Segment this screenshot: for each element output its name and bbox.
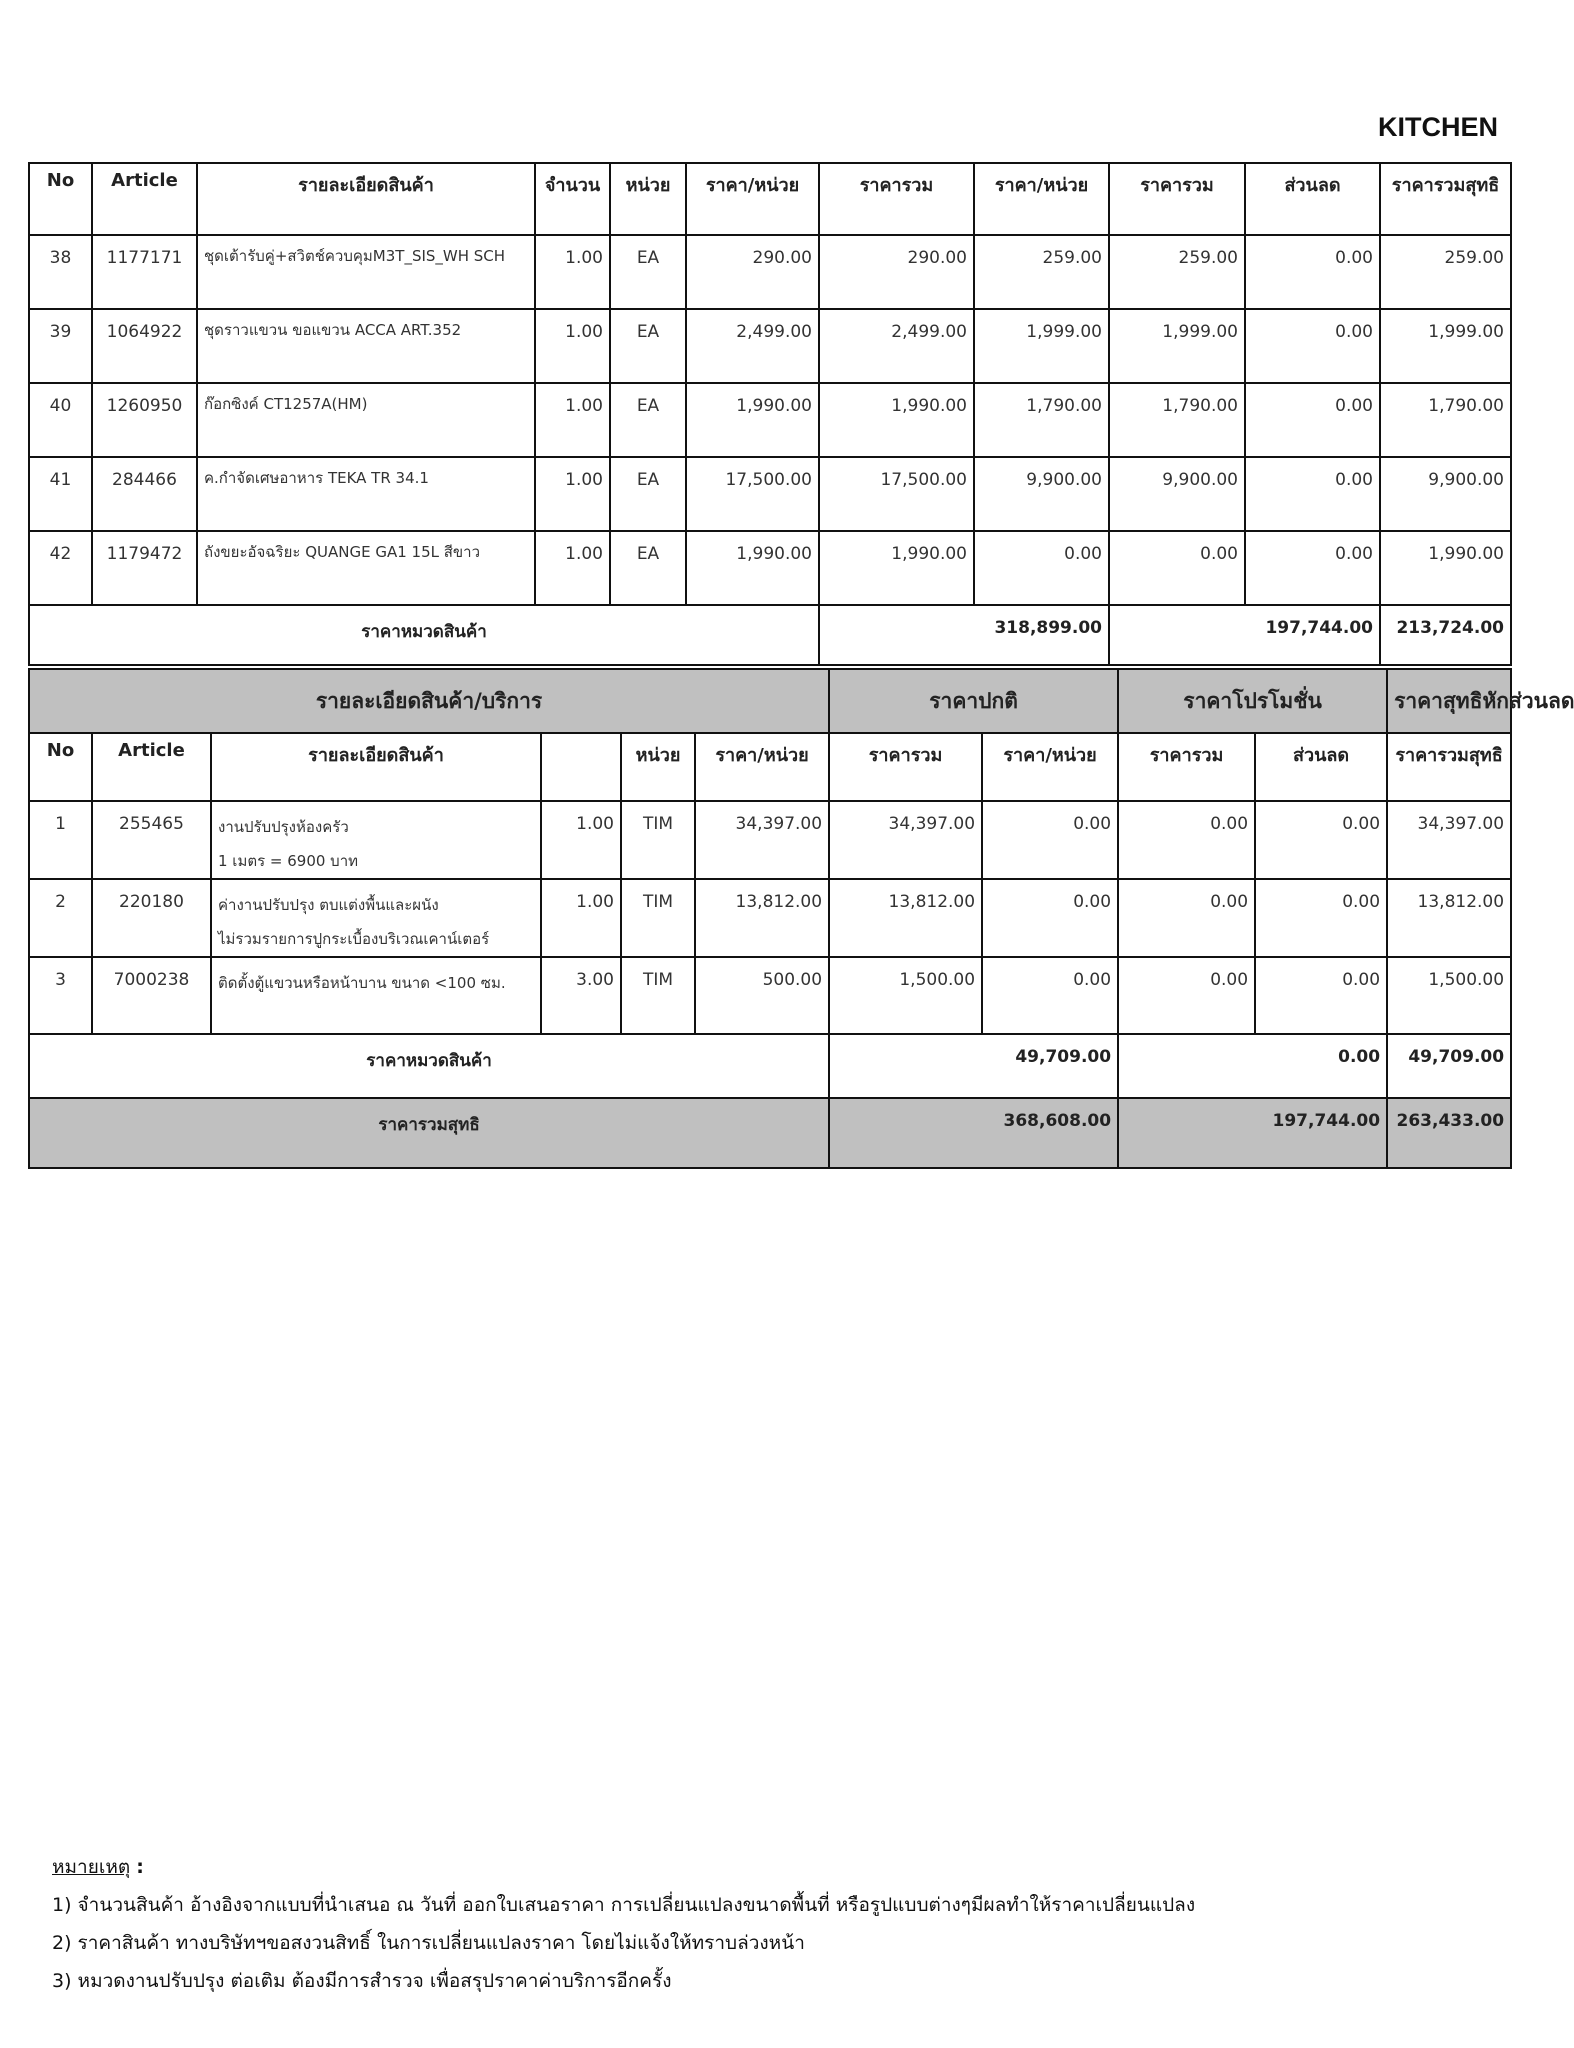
row-unit: EA: [610, 457, 686, 531]
row-unit: EA: [610, 309, 686, 383]
row-unit-price: 1,990.00: [686, 383, 819, 457]
row-promo-total: 0.00: [1109, 531, 1245, 605]
notes-colon: :: [136, 1856, 144, 1878]
grand-total-promo: 197,744.00: [1118, 1098, 1387, 1168]
row-promo-unit-price: 0.00: [974, 531, 1109, 605]
row-description: ก๊อกซิงค์ CT1257A(HM): [197, 383, 535, 457]
row-description: [211, 801, 541, 879]
subtotal-normal: 49,709.00: [829, 1034, 1118, 1098]
row-quantity: 1.00: [535, 309, 610, 383]
row-unit: TIM: [621, 957, 695, 1034]
col-header-unit: หน่วย: [621, 733, 695, 801]
col-header-article: Article: [92, 163, 197, 235]
row-promo-total: 0.00: [1118, 879, 1255, 957]
row-net-total: 259.00: [1380, 235, 1511, 309]
grand-total-label: ราคารวมสุทธิ: [29, 1098, 829, 1168]
notes-section: [52, 1848, 1195, 2000]
row-total: 1,990.00: [819, 383, 974, 457]
row-discount: 0.00: [1245, 235, 1380, 309]
row-quantity: 1.00: [541, 879, 621, 957]
service-table: [28, 668, 1574, 1169]
row-no: 42: [29, 531, 92, 605]
table-header-row: [29, 163, 1511, 235]
subtotal-label: ราคาหมวดสินค้า: [29, 605, 819, 665]
row-discount: 0.00: [1255, 957, 1387, 1034]
row-unit: EA: [610, 383, 686, 457]
row-total: 2,499.00: [819, 309, 974, 383]
row-description-line1: ค่างานปรับปรุง ตบแต่งพื้นและผนัง: [218, 896, 439, 914]
row-article: 1064922: [92, 309, 197, 383]
table-header-row: [29, 733, 1511, 801]
row-discount: 0.00: [1255, 801, 1387, 879]
row-unit-price: 290.00: [686, 235, 819, 309]
note-item: 2) ราคาสินค้า ทางบริษัทฯขอสงวนสิทธิ์ ในการเปลี่ยนแปลงราคา โดยไม่แจ้งให้ทราบล่วงหน้า: [52, 1932, 805, 1954]
section-header-net-price: ราคาสุทธิหักส่วนลด: [1387, 669, 1511, 733]
row-article: 7000238: [92, 957, 211, 1034]
row-total: 290.00: [819, 235, 974, 309]
col-header-article: Article: [92, 733, 211, 801]
row-net-total: 13,812.00: [1387, 879, 1511, 957]
col-header-unit: หน่วย: [610, 163, 686, 235]
row-promo-total: 1,999.00: [1109, 309, 1245, 383]
row-promo-unit-price: 1,790.00: [974, 383, 1109, 457]
row-quantity: 1.00: [541, 801, 621, 879]
page-title: KITCHEN: [1378, 112, 1498, 142]
row-article: 1177171: [92, 235, 197, 309]
col-header-promo-unit-price: ราคา/หน่วย: [982, 733, 1118, 801]
table-row: [29, 879, 1511, 957]
row-total: 17,500.00: [819, 457, 974, 531]
row-description: [211, 879, 541, 957]
col-header-unit-price: ราคา/หน่วย: [686, 163, 819, 235]
table-row: [29, 235, 1511, 309]
col-header-no: No: [29, 733, 92, 801]
row-description-line2: 1 เมตร = 6900 บาท: [218, 852, 359, 870]
table-row: [29, 457, 1511, 531]
row-discount: 0.00: [1245, 383, 1380, 457]
col-header-quantity: [541, 733, 621, 801]
row-article: 220180: [92, 879, 211, 957]
row-no: 2: [29, 879, 92, 957]
row-net-total: 1,790.00: [1380, 383, 1511, 457]
subtotal-label: ราคาหมวดสินค้า: [29, 1034, 829, 1098]
row-article: 284466: [92, 457, 197, 531]
col-header-promo-total: ราคารวม: [1118, 733, 1255, 801]
row-promo-unit-price: 259.00: [974, 235, 1109, 309]
col-header-description: รายละเอียดสินค้า: [211, 733, 541, 801]
col-header-total: ราคารวม: [829, 733, 982, 801]
section-header-row: [29, 669, 1511, 733]
row-unit-price: 1,990.00: [686, 531, 819, 605]
row-no: 39: [29, 309, 92, 383]
row-total: 1,990.00: [819, 531, 974, 605]
row-promo-unit-price: 0.00: [982, 879, 1118, 957]
row-promo-total: 9,900.00: [1109, 457, 1245, 531]
row-net-total: 9,900.00: [1380, 457, 1511, 531]
row-discount: 0.00: [1245, 309, 1380, 383]
row-description-line1: ติดตั้งตู้แขวนหรือหน้าบาน ขนาด <100 ซม.: [218, 974, 506, 992]
grand-total-normal: 368,608.00: [829, 1098, 1118, 1168]
section-header-normal-price: ราคาปกติ: [829, 669, 1118, 733]
row-net-total: 1,999.00: [1380, 309, 1511, 383]
row-description: ชุดเต้ารับคู่+สวิตช์ควบคุมM3T_SIS_WH SCH: [197, 235, 535, 309]
row-promo-total: 0.00: [1118, 957, 1255, 1034]
row-promo-total: 259.00: [1109, 235, 1245, 309]
row-quantity: 1.00: [535, 457, 610, 531]
subtotal-promo: 0.00: [1118, 1034, 1387, 1098]
product-table: [28, 162, 1512, 666]
table-row: [29, 383, 1511, 457]
section-header-promo-price: ราคาโปรโมชั่น: [1118, 669, 1387, 733]
subtotal-normal: 318,899.00: [819, 605, 1109, 665]
row-net-total: 1,500.00: [1387, 957, 1511, 1034]
row-net-total: 34,397.00: [1387, 801, 1511, 879]
row-no: 41: [29, 457, 92, 531]
row-promo-total: 0.00: [1118, 801, 1255, 879]
row-total: 13,812.00: [829, 879, 982, 957]
col-header-quantity: จำนวน: [535, 163, 610, 235]
row-unit-price: 13,812.00: [695, 879, 829, 957]
row-promo-unit-price: 0.00: [982, 957, 1118, 1034]
col-header-discount: ส่วนลด: [1245, 163, 1380, 235]
table-row: [29, 801, 1511, 879]
row-no: 40: [29, 383, 92, 457]
subtotal-net: 49,709.00: [1387, 1034, 1511, 1098]
table-row: [29, 531, 1511, 605]
row-unit-price: 2,499.00: [686, 309, 819, 383]
col-header-net-total: ราคารวมสุทธิ: [1387, 733, 1511, 801]
row-unit: EA: [610, 531, 686, 605]
row-net-total: 1,990.00: [1380, 531, 1511, 605]
row-promo-unit-price: 0.00: [982, 801, 1118, 879]
row-description: ค.กำจัดเศษอาหาร TEKA TR 34.1: [197, 457, 535, 531]
row-article: 255465: [92, 801, 211, 879]
note-item: 1) จำนวนสินค้า อ้างอิงจากแบบที่นำเสนอ ณ วันที่ ออกใบเสนอราคา การเปลี่ยนแปลงขนาดพื้นที่ หรือรูปแบบต่างๆมีผลทำให้ราคาเปลี่ยนแปลง: [52, 1894, 1196, 1916]
col-header-unit-price: ราคา/หน่วย: [695, 733, 829, 801]
subtotal-row: [29, 1034, 1511, 1098]
col-header-promo-total: ราคารวม: [1109, 163, 1245, 235]
row-no: 1: [29, 801, 92, 879]
row-discount: 0.00: [1245, 531, 1380, 605]
row-article: 1179472: [92, 531, 197, 605]
row-quantity: 1.00: [535, 531, 610, 605]
section-header-details: รายละเอียดสินค้า/บริการ: [29, 669, 829, 733]
row-description-line1: งานปรับปรุงห้องครัว: [218, 818, 349, 836]
row-quantity: 1.00: [535, 235, 610, 309]
table-row: [29, 309, 1511, 383]
col-header-no: No: [29, 163, 92, 235]
col-header-promo-unit-price: ราคา/หน่วย: [974, 163, 1109, 235]
col-header-net-total: ราคารวมสุทธิ: [1380, 163, 1511, 235]
row-discount: 0.00: [1245, 457, 1380, 531]
row-description-line2: ไม่รวมรายการปูกระเบื้องบริเวณเคาน์เตอร์: [218, 930, 490, 948]
col-header-total: ราคารวม: [819, 163, 974, 235]
row-no: 38: [29, 235, 92, 309]
row-description: ชุดราวแขวน ขอแขวน ACCA ART.352: [197, 309, 535, 383]
table-row: [29, 957, 1511, 1034]
col-header-description: รายละเอียดสินค้า: [197, 163, 535, 235]
row-description: ถังขยะอัจฉริยะ QUANGE GA1 15L สีขาว: [197, 531, 535, 605]
notes-heading: หมายเหตุ: [52, 1856, 131, 1878]
row-quantity: 3.00: [541, 957, 621, 1034]
row-unit: TIM: [621, 801, 695, 879]
row-description: [211, 957, 541, 1034]
col-header-discount: ส่วนลด: [1255, 733, 1387, 801]
row-unit-price: 34,397.00: [695, 801, 829, 879]
subtotal-net: 213,724.00: [1380, 605, 1511, 665]
grand-total-row: [29, 1098, 1511, 1168]
row-unit: TIM: [621, 879, 695, 957]
grand-total-net: 263,433.00: [1387, 1098, 1511, 1168]
row-no: 3: [29, 957, 92, 1034]
row-total: 1,500.00: [829, 957, 982, 1034]
row-unit-price: 17,500.00: [686, 457, 819, 531]
row-unit-price: 500.00: [695, 957, 829, 1034]
subtotal-row: [29, 605, 1511, 665]
row-total: 34,397.00: [829, 801, 982, 879]
row-promo-unit-price: 1,999.00: [974, 309, 1109, 383]
subtotal-promo: 197,744.00: [1109, 605, 1380, 665]
row-article: 1260950: [92, 383, 197, 457]
row-promo-unit-price: 9,900.00: [974, 457, 1109, 531]
row-discount: 0.00: [1255, 879, 1387, 957]
row-unit: EA: [610, 235, 686, 309]
row-promo-total: 1,790.00: [1109, 383, 1245, 457]
note-item: 3) หมวดงานปรับปรุง ต่อเติม ต้องมีการสำรวจ เพื่อสรุปราคาค่าบริการอีกครั้ง: [52, 1970, 672, 1992]
row-quantity: 1.00: [535, 383, 610, 457]
